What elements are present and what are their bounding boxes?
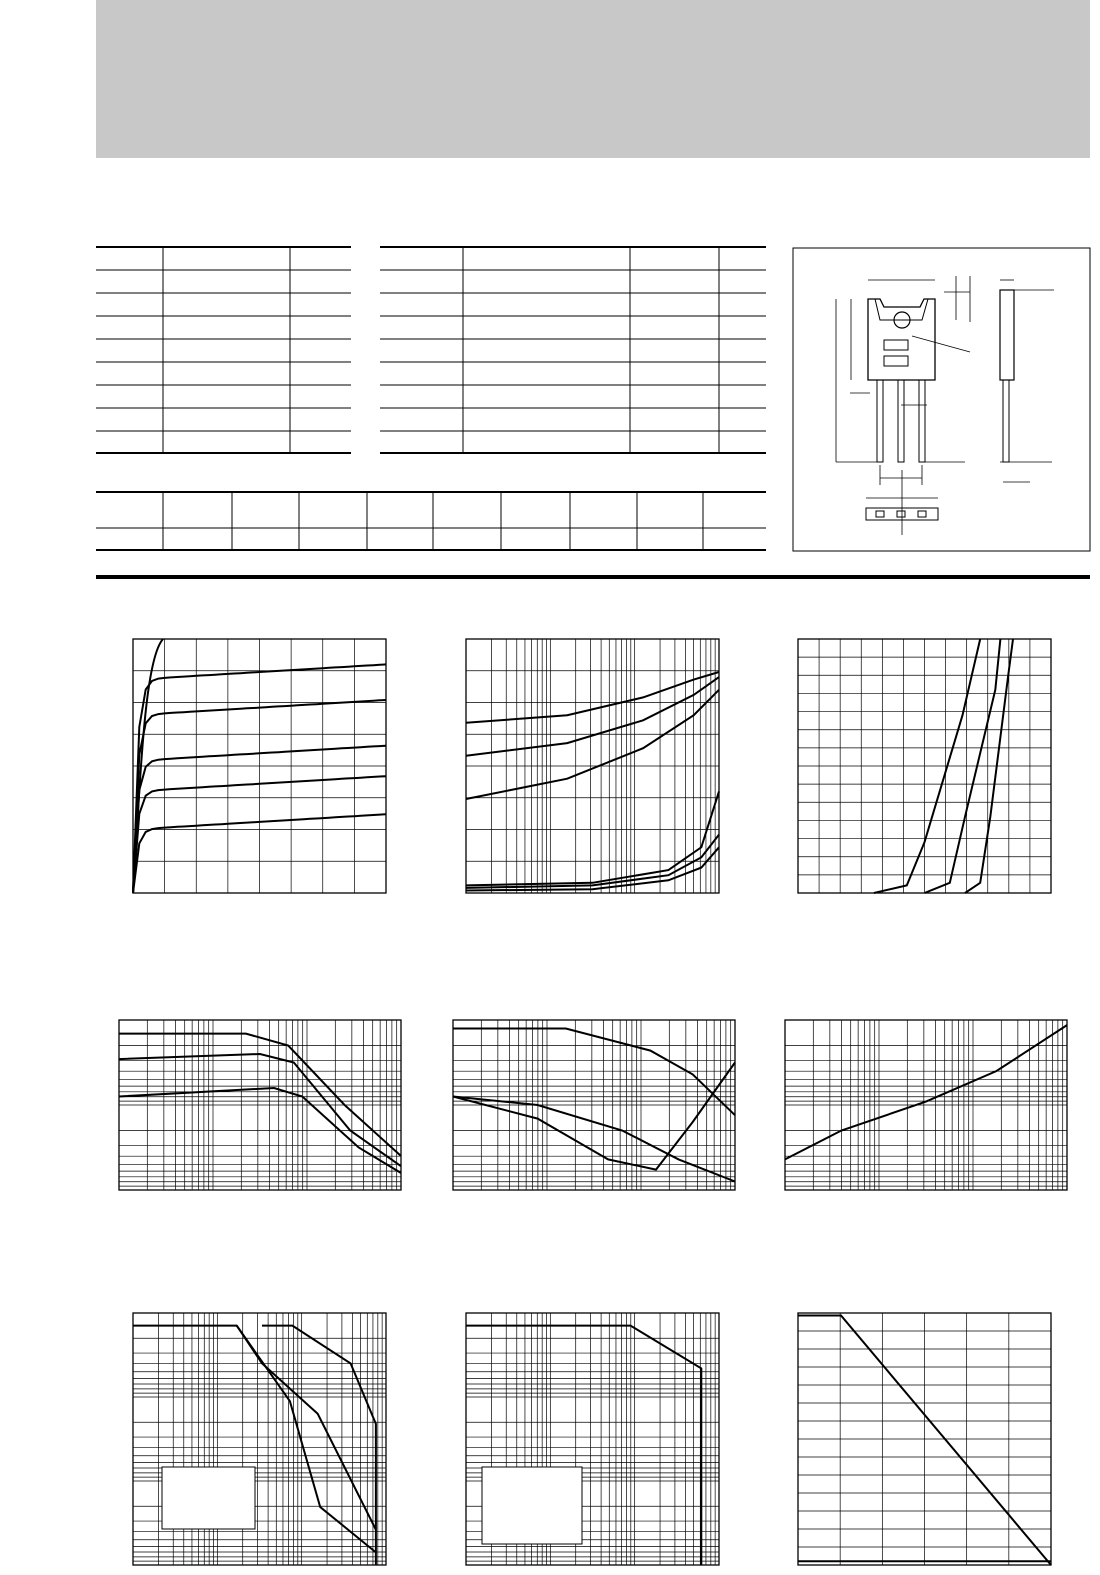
marking-box: [884, 340, 908, 350]
footprint-pad: [918, 511, 926, 517]
table-electrical-characteristics: [380, 247, 766, 453]
graph-curve: [453, 1097, 735, 1182]
package-lead: [877, 380, 883, 462]
footprint-pad: [876, 511, 884, 517]
graph-1: [133, 639, 386, 893]
graph-9: [798, 1313, 1051, 1565]
table-absolute-ratings: [96, 247, 351, 453]
graph-curve: [453, 1063, 735, 1170]
graph-2: [466, 639, 719, 893]
package-lead: [898, 380, 904, 462]
table-hfe-rank: [96, 492, 766, 550]
marking-box: [884, 356, 908, 366]
graph-curve: [466, 677, 719, 756]
package-outline: [793, 248, 1090, 551]
package-tab: [875, 299, 928, 320]
graph-curve: [466, 690, 719, 799]
graph-curve: [453, 1029, 735, 1116]
graph-curve: [466, 791, 719, 885]
graph-note-box: [482, 1467, 582, 1544]
footprint-pad: [897, 511, 905, 517]
package-side-view: [1000, 290, 1014, 380]
graph-5: [453, 1020, 735, 1190]
graph-note-box: [162, 1467, 255, 1529]
graph-8: [466, 1313, 719, 1565]
graph-7: [133, 1313, 386, 1565]
graph-3: [798, 639, 1051, 893]
package-frame: [793, 248, 1090, 551]
graph-6: [785, 1020, 1067, 1190]
spec-tables: [96, 247, 766, 550]
graph-curve: [262, 1326, 376, 1565]
dimension-line: [912, 336, 970, 352]
graph-curve: [466, 672, 719, 723]
characteristic-graphs: [119, 639, 1067, 1565]
package-side-lead: [1003, 380, 1009, 462]
graph-4: [119, 1020, 401, 1190]
package-lead: [919, 380, 925, 462]
